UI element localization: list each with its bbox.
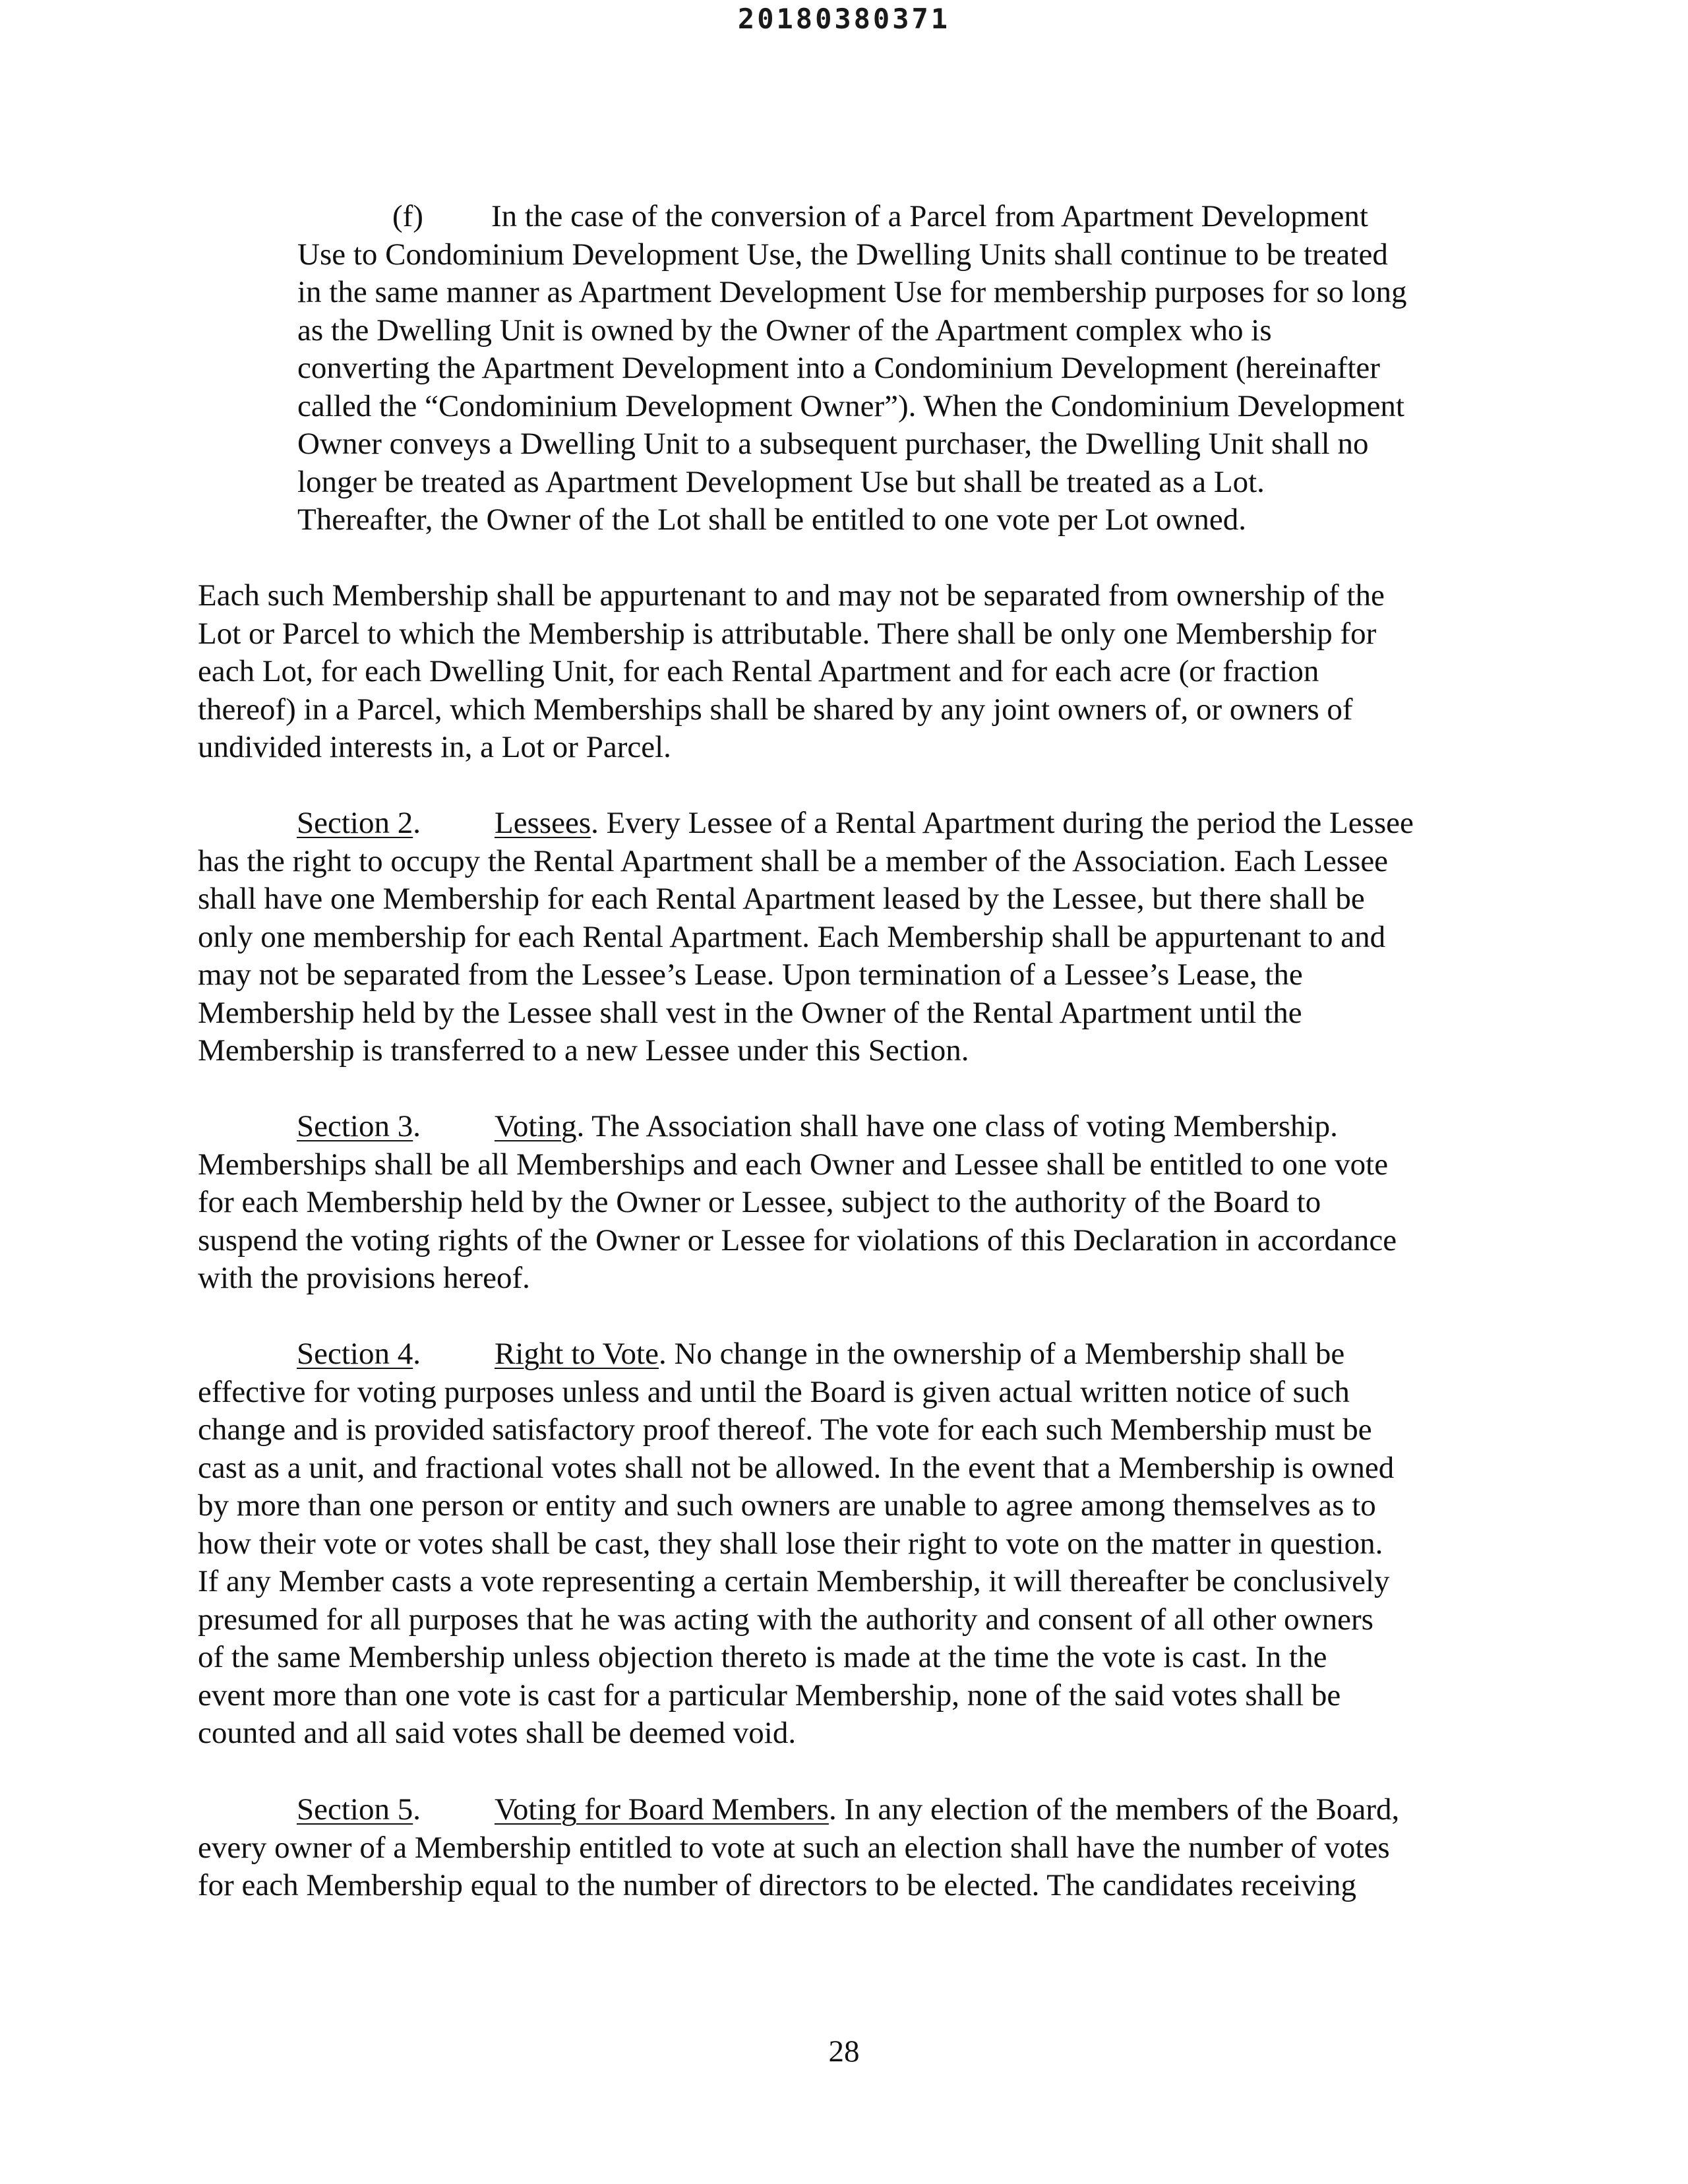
- text-line: Every Lessee of a Rental Apartment during the period the Lessee: [598, 806, 1414, 840]
- text-line: The Association shall have one class of voting Membership.: [584, 1109, 1338, 1143]
- text-line: in the same manner as Apartment Development Use for membership purposes for so long: [297, 275, 1407, 309]
- text-line: event more than one vote is cast for a particular Membership, none of the said votes shall be: [198, 1678, 1341, 1713]
- text-line: has the right to occupy the Rental Apartment shall be a member of the Association. Each Lessee: [198, 843, 1389, 878]
- text-line: effective for voting purposes unless and until the Board is given actual written notice of such: [198, 1374, 1350, 1409]
- text-line: may not be separated from the Lessee’s Lease. Upon termination of a Lessee’s Lease, the: [198, 957, 1303, 992]
- text-line: every owner of a Membership entitled to vote at such an election shall have the number of votes: [198, 1830, 1390, 1865]
- text-line: called the “Condominium Development Owner”). When the Condominium Development: [297, 388, 1404, 423]
- section-5-title: Voting for Board Members: [495, 1792, 829, 1827]
- text-line: If any Member casts a vote representing a certain Membership, it will thereafter be conclusively: [198, 1564, 1390, 1598]
- text-line: Thereafter, the Owner of the Lot shall be entitled to one vote per Lot owned.: [297, 502, 1246, 537]
- text-line: shall have one Membership for each Rental Apartment leased by the Lessee, but there shall be: [198, 882, 1365, 916]
- text-line: for each Membership held by the Owner or Lessee, subject to the authority of the Board to: [198, 1185, 1321, 1219]
- text-line: Membership is transferred to a new Lessee under this Section.: [198, 1033, 969, 1068]
- section-4-heading-line: Section 4. Right to Vote. No change in the ownership of a Membership shall be: [297, 1337, 1345, 1371]
- text-line: presumed for all purposes that he was acting with the authority and consent of all other owners: [198, 1602, 1373, 1637]
- section-4-number: Section 4: [297, 1337, 413, 1371]
- text-line: cast as a unit, and fractional votes shall not be allowed. In the event that a Membership is owned: [198, 1450, 1395, 1485]
- text-line: converting the Apartment Development into a Condominium Development (hereinafter: [297, 351, 1380, 385]
- paragraph-f-label: (f): [392, 199, 423, 233]
- text-line: In the case of the conversion of a Parcel from Apartment Development: [491, 199, 1368, 233]
- text-line: change and is provided satisfactory proof thereof. The vote for each such Membership must be: [198, 1412, 1372, 1447]
- text-line: suspend the voting rights of the Owner or Lessee for violations of this Declaration in accordance: [198, 1223, 1397, 1258]
- text-line: undivided interests in, a Lot or Parcel.: [198, 730, 671, 764]
- text-line: each Lot, for each Dwelling Unit, for each Rental Apartment and for each acre (or fraction: [198, 654, 1319, 688]
- text-line: Memberships shall be all Memberships and each Owner and Lessee shall be entitled to one vote: [198, 1147, 1389, 1182]
- paragraph-f: [297, 198, 1484, 539]
- text-line: with the provisions hereof.: [198, 1261, 530, 1295]
- text-line: No change in the ownership of a Membership shall be: [666, 1337, 1345, 1371]
- text-line: In any election of the members of the Board,: [836, 1792, 1400, 1827]
- text-line: Owner conveys a Dwelling Unit to a subsequent purchaser, the Dwelling Unit shall no: [297, 427, 1369, 461]
- text-line: longer be treated as Apartment Development Use but shall be treated as a Lot.: [297, 464, 1265, 499]
- paragraph-f-first-line: [297, 198, 1484, 236]
- text-line: Lot or Parcel to which the Membership is attributable. There shall be only one Membership for: [198, 616, 1377, 651]
- text-line: counted and all said votes shall be deemed void.: [198, 1716, 797, 1750]
- section-2-title: Lessees: [495, 806, 591, 840]
- text-line: Use to Condominium Development Use, the Dwelling Units shall continue to be treated: [297, 237, 1388, 272]
- section-3-title: Voting: [495, 1109, 577, 1143]
- text-line: of the same Membership unless objection thereto is made at the time the vote is cast. In the: [198, 1640, 1327, 1674]
- section-2-heading-line: Section 2. Lessees. Every Lessee of a Rental Apartment during the period the Lessee: [297, 806, 1414, 840]
- text-line: by more than one person or entity and such owners are unable to agree among themselves as to: [198, 1488, 1376, 1523]
- section-4: [198, 1335, 1484, 1753]
- section-3-number: Section 3: [297, 1109, 413, 1143]
- text-line: only one membership for each Rental Apartment. Each Membership shall be appurtenant to and: [198, 919, 1386, 954]
- section-5: [198, 1791, 1484, 1905]
- section-5-heading-line: Section 5. Voting for Board Members. In any election of the members of the Board,: [297, 1792, 1400, 1827]
- document-number: 20180380371: [737, 3, 951, 35]
- section-3: [198, 1108, 1484, 1298]
- page-number: 28: [828, 2034, 860, 2069]
- section-2-number: Section 2: [297, 806, 413, 840]
- section-5-number: Section 5: [297, 1792, 413, 1827]
- section-3-heading-line: Section 3. Voting. The Association shall have one class of voting Membership.: [297, 1109, 1338, 1143]
- text-line: how their vote or votes shall be cast, they shall lose their right to vote on the matter in question.: [198, 1526, 1383, 1561]
- section-4-title: Right to Vote: [495, 1337, 659, 1371]
- text-line: as the Dwelling Unit is owned by the Owner of the Apartment complex who is: [297, 313, 1272, 348]
- paragraph-membership: [198, 577, 1484, 767]
- text-line: for each Membership equal to the number of directors to be elected. The candidates receiving: [198, 1868, 1357, 1902]
- text-line: Membership held by the Lessee shall vest in the Owner of the Rental Apartment until the: [198, 995, 1302, 1030]
- text-line: Each such Membership shall be appurtenant to and may not be separated from ownership of the: [198, 578, 1385, 613]
- text-line: thereof) in a Parcel, which Memberships shall be shared by any joint owners of, or owners of: [198, 692, 1353, 727]
- section-2: [198, 804, 1484, 1070]
